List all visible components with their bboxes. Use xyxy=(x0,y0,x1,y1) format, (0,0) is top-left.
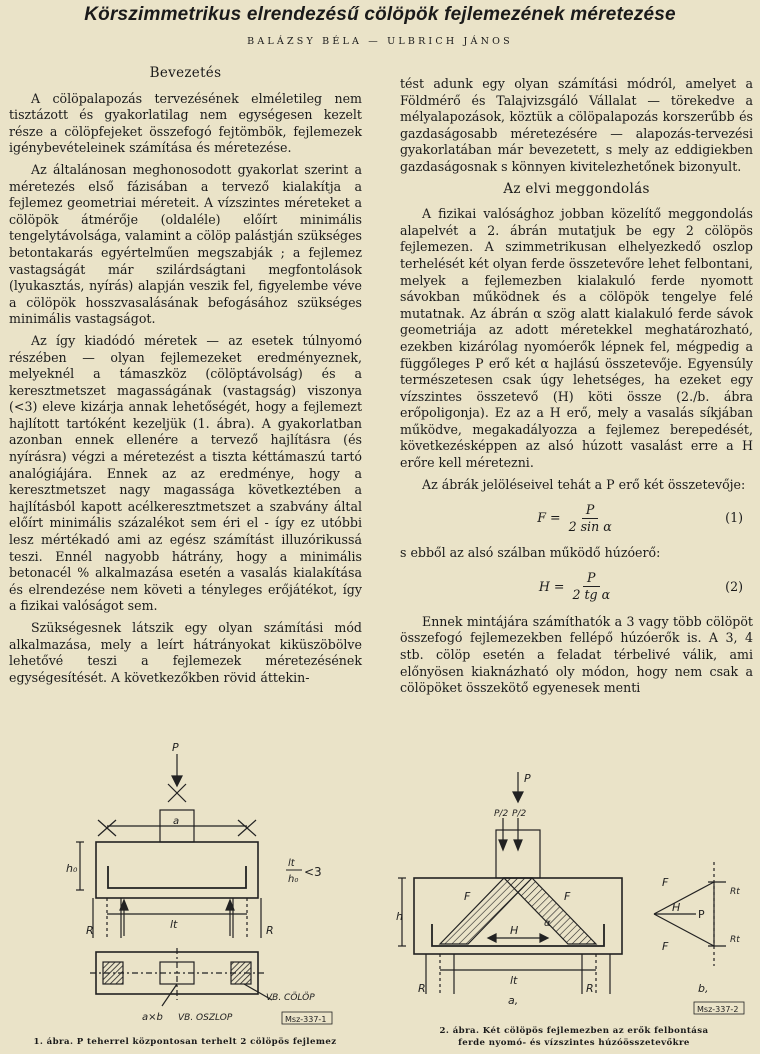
formula-numerator: P xyxy=(582,502,598,519)
article-authors: BALÁZSY BÉLA — ULBRICH JÁNOS xyxy=(247,36,513,47)
left-column xyxy=(9,62,362,691)
paragraph: A fizikai valósághoz jobban közelítő meggondolás alapelvét a 2. ábrán mutatjuk be egy 2 cölöpös fejlemezen. A szimmetrikusan elhelyezkedő oszlop terhelését két olyan ferde összetevőre lehet felbontani, melyek a fejlemezben kialakuló ferde nyomott sávokban működnek és a cölöpök tengelye felé mutatnak. Az ábrán α szög alatt kialakuló ferde sávok geometriája az adott méretekkel meghatározható, ezekben kizárólag nyomóerők lépnek fel, mégpedig a függőleges P erő két α hajlású összetevője. Egyensúly természetesen csak úgy lehetséges, ha ezeket egy vízszintes összetevő (H) köti össze (2./b. ábra erőpoligonja). Ez az a H erő, mely a vasalás síkjában működve, megakadályozza a fejlemez berepedését, következésképpen az alsó húzott vasalást erre a H erőre kell méretezni. xyxy=(400,206,753,471)
fig1-label-axb: a×b xyxy=(142,1012,163,1023)
fig1-label-vb-oszlop: VB. OSZLOP xyxy=(178,1013,233,1023)
pile-cap xyxy=(96,842,258,898)
fig1-label-vb-colop: VB. CÖLÖP xyxy=(266,993,315,1003)
paragraph: A cölöpalapozás tervezésének elméletileg nem tisztázott és gyakorlatilag nem egységesen kezelt része a cölöpfejeket összefogó fejtömbök, fejlemezek igénybevételeinek számítása és méretezése. xyxy=(9,90,362,156)
fig2-label-F-right: F xyxy=(564,890,571,903)
formula-denominator: 2 sin α xyxy=(568,518,612,534)
fig2-polygon-F-top: F xyxy=(662,876,669,889)
fig2-label-P2-left: P/2 xyxy=(494,809,509,819)
fig2-code: Msz-337-2 xyxy=(697,1005,739,1014)
fig2-label-R-left: R xyxy=(418,982,426,995)
paragraph: Az általánosan meghonosodott gyakorlat szerint a méretezés első fázisában a tervező kialakítja a fejlemez geometriai méreteit. A vízszintes méreteket a cölöpök átmérője (oldaléle) előírt minimális tengelytávolsága, valamint a cölöp palástján szükséges betontakarás egyértelműen megszabják ; a fejlemez vastagságát már szilárdságtani megfontolások (lyukasztás, nyírás) alapján veszik fel, figyelembe véve a cölöpök hosszvasalásának befogásához szükséges minimális vastagságot. xyxy=(9,161,362,327)
fig2-label-P: P xyxy=(524,772,531,785)
figure-2-diagram xyxy=(396,766,752,1022)
formula-numerator: P xyxy=(583,570,599,587)
arrow-head xyxy=(172,776,182,786)
fig2-label-b: b, xyxy=(698,982,709,995)
paragraph: Az ábrák jelöléseivel tehát a P erő két összetevője: xyxy=(422,476,746,492)
fig1-label-R-right: R xyxy=(266,924,274,937)
paragraph: Szükségesnek látszik egy olyan számítási mód alkalmazása, mely a leírt hátrányokat kiküszöbölve lehetővé teszi a fejlemezek méretezésének egységesítését. A következőkben rövid áttekin- xyxy=(9,620,362,685)
equation-number: (1) xyxy=(725,509,743,525)
figure-1-caption: 1. ábra. P teherrel központosan terhelt 2 cölöpös fejlemez xyxy=(33,1037,337,1047)
fig2-label-h: h xyxy=(396,910,403,923)
fig1-label-h0: h₀ xyxy=(66,862,78,875)
fig2-label-R-right: R xyxy=(586,982,594,995)
figure-2-caption-line2: ferde nyomó- és vízszintes húzóösszetevőkre xyxy=(458,1038,690,1048)
formula-1 xyxy=(400,499,753,537)
formula-2 xyxy=(400,568,753,606)
fig1-label-a: a xyxy=(173,816,180,827)
fig1-label-lt: lt xyxy=(170,918,178,931)
fig1-ratio-num: lt xyxy=(288,858,295,869)
article-title: Körszimmetrikus elrendezésű cölöpök fejlemezének méretezése xyxy=(84,4,676,25)
figure-1-diagram xyxy=(50,738,350,1034)
fig2-label-H: H xyxy=(510,924,519,937)
paragraph: s ebből az alsó szálban működő húzóerő: xyxy=(400,545,661,561)
section-heading-principle: Az elvi meggondolás xyxy=(503,180,650,197)
section-heading-intro: Bevezetés xyxy=(149,65,222,81)
formula-lhs: F = xyxy=(537,509,561,525)
figure-2-caption-line1: 2. ábra. Két cölöpös fejlemezben az erők felbontása xyxy=(439,1026,709,1036)
equation-number: (2) xyxy=(725,578,743,594)
fig2-label-F-left: F xyxy=(464,890,471,903)
formula-fraction xyxy=(565,502,616,535)
fig2-polygon-Rt-bottom: Rt xyxy=(730,935,740,945)
fig2-polygon-P: P xyxy=(698,908,705,921)
formula-denominator: 2 tg α xyxy=(572,587,611,603)
fig2-polygon-F-bottom: F xyxy=(662,940,669,953)
fig1-ratio-den: h₀ xyxy=(288,874,299,885)
right-column xyxy=(400,76,753,702)
paragraph: Az így kiadódó méretek — az esetek túlnyomó részében — olyan fejlemezeket eredményeznek, melyeknél a támaszköz (cölöptávolság) és a keresztmetszet magasságának (vastagság) viszonya (<3) eleve kizárja annak lehetőségét, hogy a fejlemezt hajlított tartóként kezeljük (1. ábra). A gyakorlatban azonban ennek ellenére a tervező hajlításra (és nyírásra) végzi a méretezést a tiszta kéttámaszú tartó analógiájára. Ennek az az eredménye, hogy a keresztmetszet nagy magassága következtében a hajlításból kapott acélkeresztmetszet a szabvány által előírt minimális százalékot sem éri el - így ez utóbbi lesz mértékadó ami az egész számítást illuzórikussá teszi. Ennél nagyobb hátrány, hogy a minimális betonacél % alkalmazása esetén a vasalás kialakítása és elrendezése nem követi a tényleges erőjátékot, így a fizikai valóságot sem. xyxy=(9,332,362,614)
fig2-label-P2-right: P/2 xyxy=(512,809,527,819)
formula-lhs: H = xyxy=(538,578,565,594)
fig2-label-a: a, xyxy=(508,994,519,1007)
fig1-label-R-left: R xyxy=(86,924,94,937)
fig2-label-alpha: α xyxy=(544,918,551,929)
fig2-label-lt: lt xyxy=(510,974,518,987)
fig1-ratio-rel: <3 xyxy=(304,865,322,879)
paragraph: tést adunk egy olyan számítási módról, amelyet a Földmérő és Talajvizsgáló Vállalat — törekedve a mélyalapozások, köztük a cölöpalapozás korszerűbb és gazdaságosabb méretezésére — alapozás-tervezési gyakorlatában már bevezetett, s mely az eddigiekben gazdaságosnak s könnyen kivitelezhetőnek bizonyult. xyxy=(400,76,753,174)
fig1-code: Msz-337-1 xyxy=(285,1015,327,1024)
fig2-polygon-H: H xyxy=(672,901,681,914)
fig2-polygon-Rt-top: Rt xyxy=(730,887,740,897)
fig1-label-P: P xyxy=(172,741,179,754)
paragraph: Ennek mintájára számíthatók a 3 vagy több cölöpöt összefogó fejlemezekben fellépő húzóerők is. A 3, 4 stb. cölöp esetén a feladat térbelivé válik, ami előnyösen kiaknázható oly módon, hogy nem csak a cölöpöket összekötő egyenesek menti xyxy=(400,613,753,696)
formula-fraction xyxy=(568,570,614,603)
